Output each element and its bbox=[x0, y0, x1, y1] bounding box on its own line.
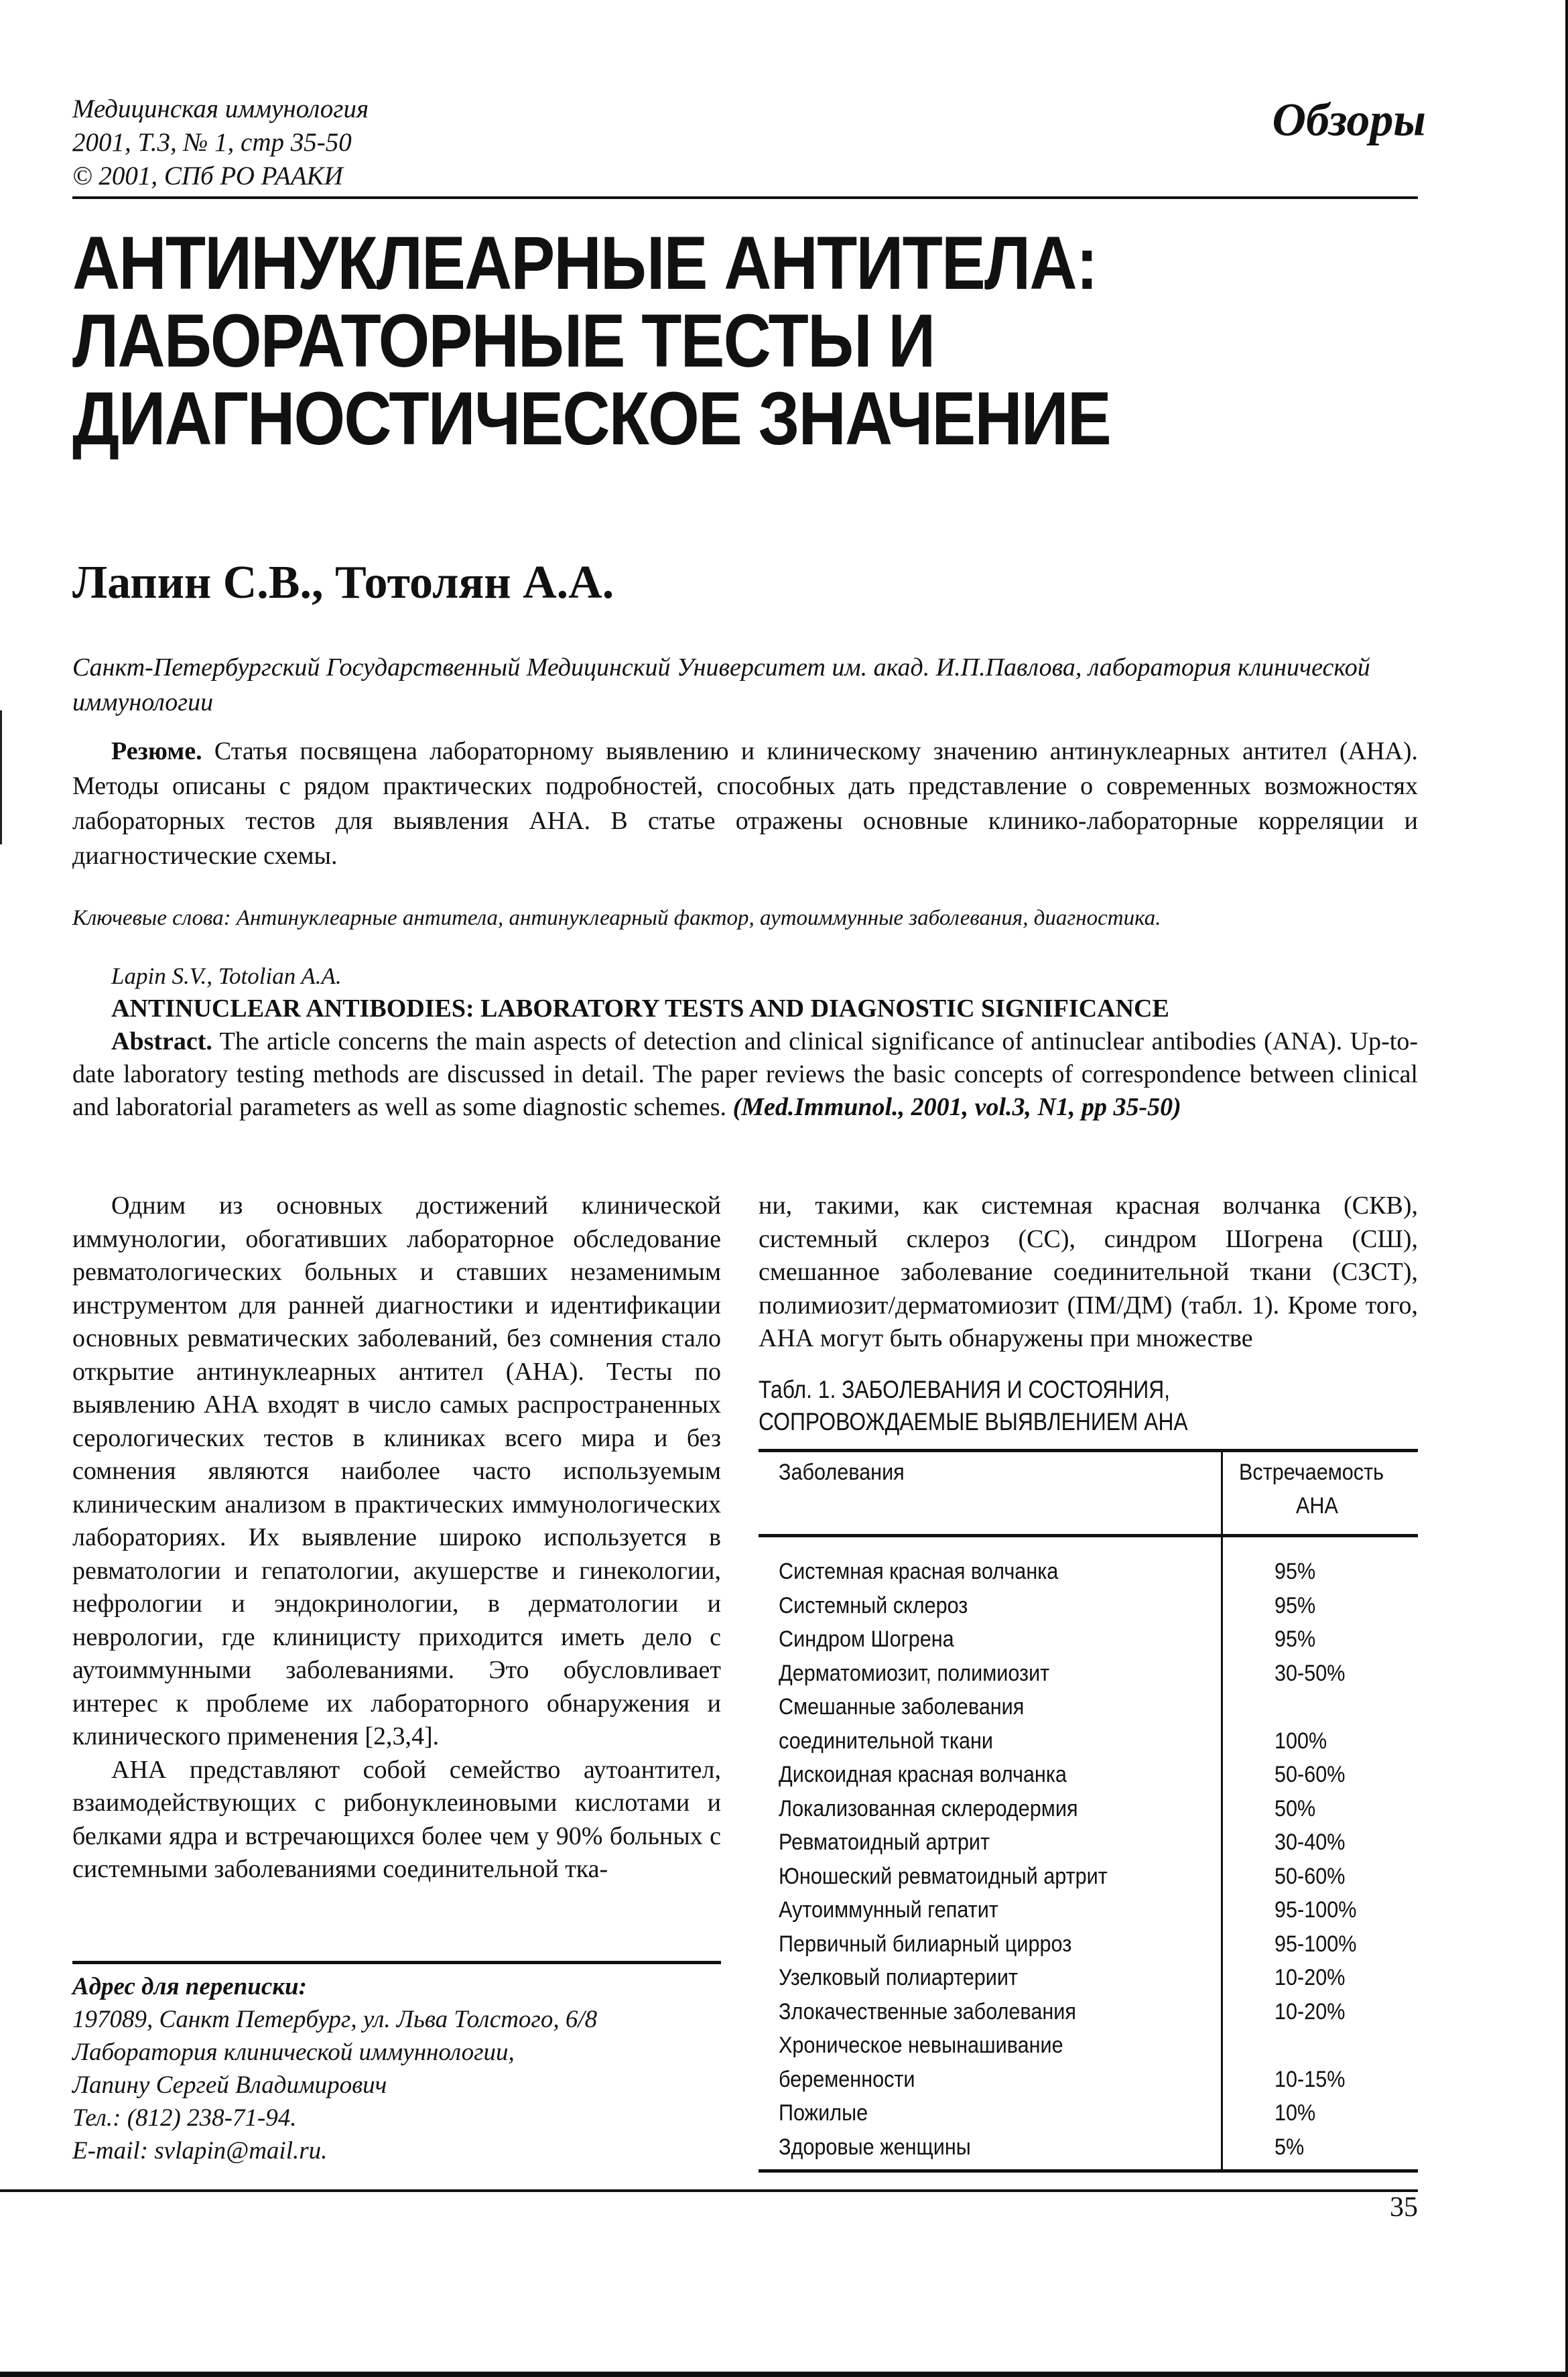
frequency-value: 50-60% bbox=[1275, 1863, 1346, 1889]
table-row bbox=[759, 1657, 1418, 1691]
title-line: ЛАБОРАТОРНЫЕ ТЕСТЫ И bbox=[72, 299, 935, 383]
article-affiliation: Санкт-Петербургский Государственный Медицинский Университет им. акад. И.П.Павлова, лаборатория клинической иммунологии bbox=[72, 653, 1370, 716]
frequency-value: 50% bbox=[1275, 1795, 1316, 1821]
disease-cell bbox=[759, 1690, 1221, 1758]
address-email[interactable]: E-mail: svlapin@mail.ru. bbox=[72, 2137, 328, 2165]
abstract-label: Abstract. bbox=[111, 1027, 212, 1055]
summary-text: Статья посвящена лабораторному выявлению и клиническому значению антинуклеарных антител (АНА). Методы описаны с рядом практических подробностей, способных дать представление о современных возможностях лабораторных тестов для выявления АНА. В статье отражены основные клинико-лабораторные корреляции и диагностические схемы. bbox=[72, 737, 1418, 870]
frequency-cell bbox=[1221, 1690, 1418, 1758]
body-paragraph: ни, такими, как системная красная волчанка (СКВ), системный склероз (СС), синдром Шогрена (СШ), смешанное заболевание соединительной ткани (СЗСТ), полимиозит/дерматомиозит (ПМ/ДМ) (табл. 1). Кроме того, АНА могут быть обнаружены при множестве bbox=[759, 1192, 1418, 1352]
frequency-value: 5% bbox=[1275, 2134, 1305, 2160]
journal-info bbox=[72, 92, 369, 193]
correspondence-address bbox=[72, 1970, 721, 2167]
disease-cell bbox=[759, 1758, 1221, 1792]
frequency-value: 95% bbox=[1275, 1559, 1316, 1584]
article-authors: Лапин С.В., Тотолян А.А. bbox=[72, 557, 614, 608]
table-caption-line: СОПРОВОЖДАЕМЫЕ ВЫЯВЛЕНИЕМ АНА bbox=[759, 1408, 1188, 1435]
disease-cell bbox=[759, 1555, 1221, 1589]
disease-name: Системная красная волчанка bbox=[779, 1559, 1059, 1584]
disease-name: Злокачественные заболевания bbox=[779, 1998, 1076, 2025]
journal-issue: 2001, Т.3, № 1, стр 35-50 bbox=[72, 128, 352, 157]
disease-cell bbox=[759, 1792, 1221, 1826]
frequency-cell bbox=[1221, 1893, 1418, 1927]
disease-name: Ревматоидный артрит bbox=[779, 1829, 990, 1855]
body-column-right bbox=[759, 1190, 1418, 1356]
table-row bbox=[759, 2130, 1418, 2165]
disease-name: Дерматомиозит, полимиозит bbox=[779, 1660, 1050, 1686]
frequency-value: 10-15% bbox=[1275, 2066, 1346, 2092]
page-edge-bottom bbox=[0, 2372, 1568, 2377]
article-title bbox=[72, 221, 1110, 460]
english-title: ANTINUCLEAR ANTIBODIES: LABORATORY TESTS AND DIAGNOSTIC SIGNIFICANCE bbox=[111, 994, 1169, 1023]
disease-name: Юношеский ревматоидный артрит bbox=[779, 1863, 1108, 1889]
column-header-text: АНА bbox=[1296, 1493, 1338, 1519]
address-line: 197089, Санкт Петербург, ул. Льва Толстого, 6/8 bbox=[72, 2006, 598, 2033]
frequency-value: 50-60% bbox=[1275, 1762, 1346, 1787]
title-line: АНТИНУКЛЕАРНЫЕ АНТИТЕЛА: bbox=[72, 221, 1097, 305]
disease-name: Смешанные заболевания bbox=[779, 1694, 1025, 1720]
table-body bbox=[759, 1555, 1418, 2164]
frequency-value: 95-100% bbox=[1275, 1897, 1357, 1923]
frequency-cell bbox=[1221, 2029, 1418, 2096]
table-row bbox=[759, 1690, 1418, 1758]
page-edge bbox=[1565, 0, 1568, 2377]
table-row bbox=[759, 2029, 1418, 2096]
frequency-value: 95-100% bbox=[1275, 1931, 1357, 1957]
frequency-cell bbox=[1221, 2096, 1418, 2130]
disease-cell bbox=[759, 1893, 1221, 1927]
frequency-cell bbox=[1221, 1657, 1418, 1691]
disease-cell bbox=[759, 1825, 1221, 1860]
disease-name: Хроническое невынашивание bbox=[779, 2033, 1063, 2058]
disease-name: Локализованная склеродермия bbox=[779, 1795, 1078, 1821]
body-column-left bbox=[72, 1190, 721, 1886]
frequency-cell bbox=[1221, 1860, 1418, 1894]
address-line: Лаборатория клинической иммуннологии, bbox=[72, 2039, 515, 2066]
frequency-cell bbox=[1221, 1622, 1418, 1657]
column-header-frequency bbox=[1221, 1456, 1418, 1523]
table-row bbox=[759, 1860, 1418, 1894]
frequency-cell bbox=[1221, 1792, 1418, 1826]
table-row bbox=[759, 1792, 1418, 1826]
table-caption-line: Табл. 1. ЗАБОЛЕВАНИЯ И СОСТОЯНИЯ, bbox=[759, 1376, 1171, 1403]
frequency-cell bbox=[1221, 2130, 1418, 2165]
disease-cell bbox=[759, 1961, 1221, 1995]
journal-copyright: © 2001, СПб РО РААКИ bbox=[72, 162, 343, 190]
table-row bbox=[759, 1825, 1418, 1860]
table-row bbox=[759, 1758, 1418, 1792]
keywords: Ключевые слова: Антинуклеарные антитела, антинуклеарный фактор, аутоиммунные заболевания, диагностика. bbox=[72, 906, 1161, 930]
column-header-text: Встречаемость bbox=[1238, 1460, 1384, 1485]
disease-cell bbox=[759, 1927, 1221, 1962]
frequency-cell bbox=[1221, 1927, 1418, 1962]
footer-divider bbox=[0, 2189, 1418, 2192]
frequency-value: 30-40% bbox=[1275, 1829, 1346, 1855]
frequency-cell bbox=[1221, 1825, 1418, 1860]
section-label: Обзоры bbox=[1272, 94, 1426, 146]
frequency-value: 10-20% bbox=[1275, 1998, 1346, 2025]
disease-name: Дискоидная красная волчанка bbox=[779, 1762, 1067, 1787]
table-caption bbox=[759, 1374, 1325, 1438]
frequency-cell bbox=[1221, 1555, 1418, 1589]
journal-name: Медицинская иммунология bbox=[72, 94, 369, 123]
abstract-text: The article concerns the main aspects of detection and clinical significance of antinuclear antibodies (ANA). Up-to-date laboratory testing methods are discussed in detail. The paper reviews the basic concepts of correspondence between clinical and laboratorial parameters as well as some diagnostic schemes. bbox=[72, 1027, 1418, 1121]
disease-name: соединительной ткани bbox=[779, 1728, 994, 1754]
disease-cell bbox=[759, 1860, 1221, 1894]
table-row bbox=[759, 1589, 1418, 1623]
table-header-rule bbox=[759, 1534, 1418, 1537]
table-row bbox=[759, 1893, 1418, 1927]
body-paragraph: АНА представляют собой семейство аутоантител, взаимодействующих с рибонуклеиновыми кислотами и белками ядра и встречающихся более чем у 90% больных с системными заболеваниями соединительной тка- bbox=[72, 1755, 721, 1883]
table-row bbox=[759, 1995, 1418, 2029]
english-abstract-block bbox=[72, 960, 1418, 1124]
disease-name: беременности bbox=[779, 2066, 915, 2092]
header-divider bbox=[72, 196, 1418, 199]
disease-name: Здоровые женщины bbox=[779, 2134, 971, 2160]
body-paragraph: Одним из основных достижений клинической иммунологии, обогативших лабораторное обследование ревматологических больных и ставших незаменимым инструментом для ранней диагностики и идентификации основных ревматических заболеваний, без сомнения стало открытие антинуклеарных антител (АНА). Тесты по выявлению АНА входят в число самых распространенных серологических тестов в клиниках всего мира и без сомнения являются наиболее часто используемым клиническим анализом в практических иммунологических лабораториях. Их выявление широко используется в ревматологии и гепатологии, акушерстве и гинекологии, нефрологии и эндокринологии, в дерматологии и неврологии, где клиницисту приходится иметь дело с аутоиммунными заболеваниями. Это обусловливает интерес к проблеме их лабораторного обнаружения и клинического применения [2,3,4]. bbox=[72, 1192, 721, 1750]
disease-cell bbox=[759, 1995, 1221, 2029]
disease-name: Пожилые bbox=[779, 2100, 868, 2126]
page-number: 35 bbox=[1390, 2192, 1418, 2223]
table-row bbox=[759, 2096, 1418, 2130]
disease-cell bbox=[759, 1622, 1221, 1657]
address-divider bbox=[72, 1961, 721, 1964]
frequency-value: 10-20% bbox=[1275, 1965, 1346, 1990]
disease-name: Аутоиммунный гепатит bbox=[779, 1897, 998, 1923]
disease-cell bbox=[759, 2096, 1221, 2130]
page-edge-mark bbox=[0, 710, 2, 844]
disease-cell bbox=[759, 1589, 1221, 1623]
frequency-value: 100% bbox=[1275, 1728, 1327, 1754]
table-row bbox=[759, 1555, 1418, 1589]
table-row bbox=[759, 1961, 1418, 1995]
address-phone: Тел.: (812) 238-71-94. bbox=[72, 2104, 297, 2132]
russian-summary bbox=[72, 734, 1418, 873]
table-header bbox=[759, 1449, 1418, 1536]
disease-cell bbox=[759, 1657, 1221, 1691]
address-line: Лапину Сергей Владимирович bbox=[72, 2071, 387, 2099]
citation: (Med.Immunol., 2001, vol.3, N1, pp 35-50) bbox=[732, 1093, 1181, 1121]
frequency-cell bbox=[1221, 1758, 1418, 1792]
disease-cell bbox=[759, 2029, 1221, 2096]
address-heading: Адрес для переписки: bbox=[72, 1973, 307, 2000]
frequency-value: 95% bbox=[1275, 1626, 1316, 1652]
disease-name: Первичный билиарный цирроз bbox=[779, 1931, 1072, 1957]
english-abstract bbox=[72, 1025, 1418, 1124]
title-line: ДИАГНОСТИЧЕСКОЕ ЗНАЧЕНИЕ bbox=[72, 377, 1110, 460]
frequency-value: 10% bbox=[1275, 2100, 1316, 2126]
frequency-value: 30-50% bbox=[1275, 1660, 1346, 1686]
frequency-cell bbox=[1221, 1589, 1418, 1623]
disease-name: Синдром Шогрена bbox=[779, 1626, 954, 1652]
table-row bbox=[759, 1927, 1418, 1962]
disease-cell bbox=[759, 2130, 1221, 2165]
table-row bbox=[759, 1622, 1418, 1657]
column-header-text: Заболевания bbox=[779, 1460, 905, 1485]
english-authors: Lapin S.V., Totolian A.A. bbox=[111, 963, 342, 989]
table-bottom-rule bbox=[759, 2169, 1418, 2173]
summary-label: Резюме. bbox=[111, 737, 202, 765]
frequency-cell bbox=[1221, 1995, 1418, 2029]
disease-name: Узелковый полиартериит bbox=[779, 1965, 1019, 1990]
column-header-disease bbox=[779, 1456, 919, 1489]
frequency-cell bbox=[1221, 1961, 1418, 1995]
disease-name: Системный склероз bbox=[779, 1592, 968, 1618]
frequency-value: 95% bbox=[1275, 1592, 1316, 1618]
